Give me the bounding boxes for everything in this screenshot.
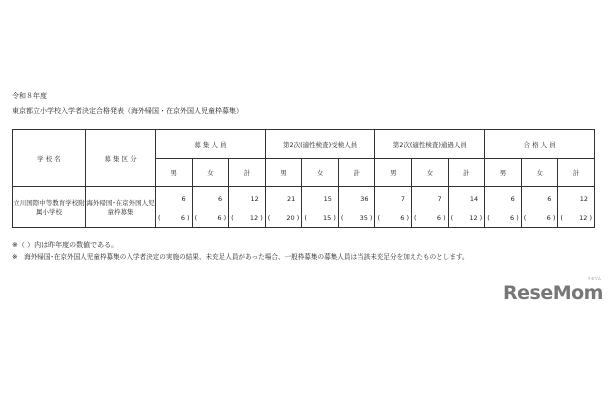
- previous-value: ( 20 ): [267, 214, 300, 222]
- previous-value: ( 6 ): [523, 214, 556, 222]
- header-sub: 計: [229, 159, 266, 187]
- header-group: 第2次(適性検査)受検人員: [265, 130, 375, 159]
- header-division: 募 集 区 分: [86, 130, 156, 187]
- value-cell: [448, 187, 485, 228]
- value-cell: [229, 187, 266, 228]
- previous-value: ( 12 ): [560, 214, 592, 222]
- current-value: 14: [469, 195, 479, 203]
- division-name: 海外帰国･在京外国人児童枠募集: [86, 187, 156, 228]
- current-value: 6: [547, 195, 552, 203]
- school-name: 立川国際中等教育学校附属小学校: [13, 187, 86, 228]
- header-sub: 男: [375, 159, 412, 187]
- current-value: 6: [510, 195, 515, 203]
- header-sub: 女: [302, 159, 339, 187]
- value-cell: [485, 187, 522, 228]
- current-value: 12: [579, 195, 588, 203]
- header-sub: 男: [265, 159, 302, 187]
- header-sub: 計: [558, 159, 595, 187]
- header-group: 募 集 人 員: [156, 130, 266, 159]
- header-sub: 女: [192, 159, 229, 187]
- header-sub: 男: [485, 159, 522, 187]
- header-sub: 女: [412, 159, 449, 187]
- value-cell: [302, 187, 339, 228]
- previous-value: ( 6 ): [414, 214, 446, 222]
- header-sub: 計: [338, 159, 375, 187]
- current-value: 12: [250, 195, 259, 203]
- value-cell: [192, 187, 229, 228]
- current-value: 6: [218, 195, 223, 203]
- previous-value: ( 35 ): [340, 214, 373, 222]
- current-value: 21: [287, 195, 296, 203]
- current-value: 15: [323, 195, 332, 203]
- note: ※ 海外帰国･在京外国人児童枠募集の入学者決定の実施の結果、未充足人員があった場合、一般枠募集の募集人員は当該未充足分を加えたものとします。: [12, 253, 469, 261]
- previous-value: ( 6 ): [194, 214, 227, 222]
- previous-value: ( 15 ): [304, 214, 336, 222]
- value-cell: [412, 187, 449, 228]
- previous-value: ( 6 ): [487, 214, 519, 222]
- value-cell: [265, 187, 302, 228]
- page-title: 東京都立小学校入学者決定合格発表（海外帰国・在京外国人児童枠募集）: [12, 107, 243, 115]
- current-value: 36: [360, 195, 369, 203]
- header-group: 第2次(適性検査)通過人員: [375, 130, 485, 159]
- current-value: 7: [400, 195, 406, 203]
- value-cell: [558, 187, 595, 228]
- value-cell: [375, 187, 412, 228]
- value-cell: [156, 187, 193, 228]
- header-sub: 計: [448, 159, 485, 187]
- previous-value: ( 6 ): [377, 214, 410, 222]
- header-group: 合 格 人 員: [485, 130, 595, 159]
- header-sub: 女: [521, 159, 558, 187]
- header-school: 学 校 名: [13, 130, 86, 187]
- value-cell: [521, 187, 558, 228]
- previous-value: ( 12 ): [450, 214, 483, 222]
- value-cell: [338, 187, 375, 228]
- previous-value: ( 12 ): [231, 214, 263, 222]
- note: ※（ ）内は昨年度の数値である。: [12, 241, 119, 249]
- header-sub: 男: [156, 159, 193, 187]
- resemom-logo: ReseMom リセマム: [503, 276, 603, 304]
- current-value: 6: [181, 195, 186, 203]
- current-value: 7: [437, 195, 442, 203]
- results-table: [12, 129, 595, 228]
- year-label: 令和８年度: [12, 92, 47, 100]
- previous-value: ( 6 ): [158, 214, 190, 222]
